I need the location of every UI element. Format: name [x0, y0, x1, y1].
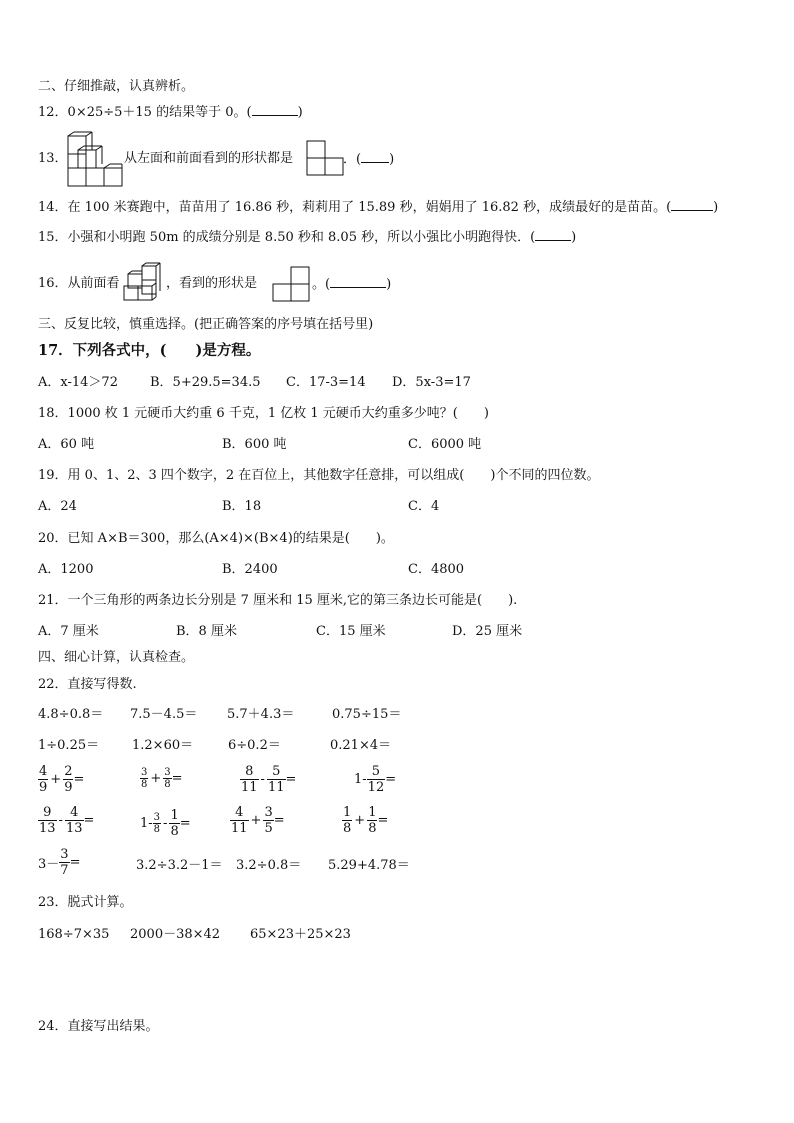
option-21-c[interactable]: C．15 厘米 [316, 624, 386, 639]
option-18-a[interactable]: A．60 吨 [38, 437, 95, 452]
question-23: 23．脱式计算。 [38, 895, 133, 910]
question-20: 20．已知 A×B＝300，那么(A×4)×(B×4)的结果是( )。 [38, 531, 394, 546]
calc-22-row5-1: 3.2÷3.2－1＝ [136, 858, 223, 873]
fraction-expr-g: $\frac{4}{11}$ + $\frac{3}{5}$ = [231, 805, 285, 836]
calc-22-5: 1÷0.25＝ [38, 738, 100, 753]
option-19-c[interactable]: C．4 [408, 499, 440, 514]
fraction-expr-f: 1- $\frac{3}{8}$ - $\frac{1}{8}$ = [140, 808, 191, 839]
option-21-a[interactable]: A．7 厘米 [38, 624, 99, 639]
question-15: 15．小强和小明跑 50m 的成绩分别是 8.50 秒和 8.05 秒，所以小强比小明跑得快．( ) [38, 230, 577, 245]
option-19-a[interactable]: A．24 [38, 499, 77, 514]
question-17: 17．下列各式中，( )是方程。 [38, 342, 261, 359]
calc-22-3: 5.7＋4.3＝ [227, 707, 295, 722]
option-19-b[interactable]: B．18 [222, 499, 262, 514]
question-12: 12．0×25÷5＋15 的结果等于 0。( ) [38, 105, 303, 120]
fraction-expr-e: $\frac{9}{13}$ - $\frac{4}{13}$ = [39, 805, 95, 836]
fraction-expr-b: $\frac{3}{8}$ + $\frac{3}{8}$ = [141, 767, 183, 790]
calc-22-2: 7.5－4.5＝ [130, 707, 198, 722]
cube-stack-figure-16 [122, 262, 162, 302]
calc-22-1: 4.8÷0.8＝ [38, 707, 104, 722]
section-heading-3: 三、反复比较，慎重选择。(把正确答案的序号填在括号里) [38, 317, 374, 332]
question-18: 18．1000 枚 1 元硬币大约重 6 千克，1 亿枚 1 元硬币大约重多少吨？( ) [38, 406, 489, 421]
option-17-d[interactable]: D．5x-3=17 [392, 375, 471, 390]
fraction-expr-c: $\frac{8}{11}$ - $\frac{5}{11}$ = [241, 764, 297, 795]
calc-23-3: 65×23＋25×23 [250, 927, 351, 942]
calc-22-7: 6÷0.2＝ [228, 738, 281, 753]
question-16-text: 16．从前面看 [38, 276, 120, 291]
question-13-answer: ．( ) [343, 152, 395, 167]
calc-22-8: 0.21×4＝ [330, 738, 392, 753]
option-20-c[interactable]: C．4800 [408, 562, 465, 577]
fraction-expr-a: $\frac{4}{9}$ + $\frac{2}{9}$ = [39, 764, 85, 795]
option-17-b[interactable]: B．5+29.5=34.5 [150, 375, 261, 390]
fraction-expr-h: $\frac{1}{8}$ + $\frac{1}{8}$ = [343, 805, 389, 836]
calc-22-row5-3: 5.29+4.78＝ [328, 858, 410, 873]
question-19: 19．用 0、1、2、3 四个数字，2 在百位上，其他数字任意排，可以组成( )个不同的四位数。 [38, 468, 600, 483]
option-21-d[interactable]: D．25 厘米 [452, 624, 523, 639]
calc-23-2: 2000－38×42 [130, 927, 221, 942]
section-heading-2: 二、仔细推敲，认真辨析。 [38, 79, 195, 94]
answer-blank-15[interactable] [535, 228, 571, 241]
question-14: 14．在 100 米赛跑中，苗苗用了 16.86 秒，莉莉用了 15.89 秒，娟娟用了 16.82 秒，成绩最好的是苗苗。( ) [38, 200, 719, 215]
question-13-number: 13． [38, 151, 68, 166]
calc-22-4: 0.75÷15＝ [332, 707, 402, 722]
question-12-text: 12．0×25÷5＋15 的结果等于 0。( [38, 105, 252, 120]
question-16-answer: 。( ) [312, 277, 392, 292]
cube-stack-figure-13 [64, 132, 124, 188]
option-20-a[interactable]: A．1200 [38, 562, 94, 577]
calc-22-row5-2: 3.2÷0.8＝ [236, 858, 302, 873]
fraction-expr-d: 1- $\frac{5}{12}$ = [354, 764, 397, 795]
fraction-expr-i: 3－ $\frac{3}{7}$ = [38, 847, 81, 878]
answer-blank-13[interactable] [361, 150, 389, 163]
option-20-b[interactable]: B．2400 [222, 562, 278, 577]
calc-22-6: 1.2×60＝ [132, 738, 194, 753]
calc-23-1: 168÷7×35 [38, 927, 110, 942]
option-21-b[interactable]: B．8 厘米 [176, 624, 237, 639]
option-18-c[interactable]: C．6000 吨 [408, 437, 482, 452]
question-16-text-2: ，看到的形状是 [166, 276, 258, 291]
question-24: 24．直接写出结果。 [38, 1019, 159, 1034]
option-18-b[interactable]: B．600 吨 [222, 437, 287, 452]
view-shape-figure-16 [272, 266, 312, 304]
option-17-c[interactable]: C．17-3=14 [286, 375, 366, 390]
answer-blank-12[interactable] [252, 103, 298, 116]
question-13-text: 从左面和前面看到的形状都是 [124, 151, 294, 166]
view-shape-figure-13 [306, 140, 344, 176]
option-17-a[interactable]: A．x-14＞72 [38, 375, 118, 390]
question-21: 21．一个三角形的两条边长分别是 7 厘米和 15 厘米,它的第三条边长可能是( ). [38, 593, 518, 608]
answer-blank-14[interactable] [671, 198, 713, 211]
question-22: 22．直接写得数. [38, 677, 137, 692]
answer-blank-16[interactable] [330, 275, 386, 288]
section-heading-4: 四、细心计算，认真检查。 [38, 650, 195, 665]
